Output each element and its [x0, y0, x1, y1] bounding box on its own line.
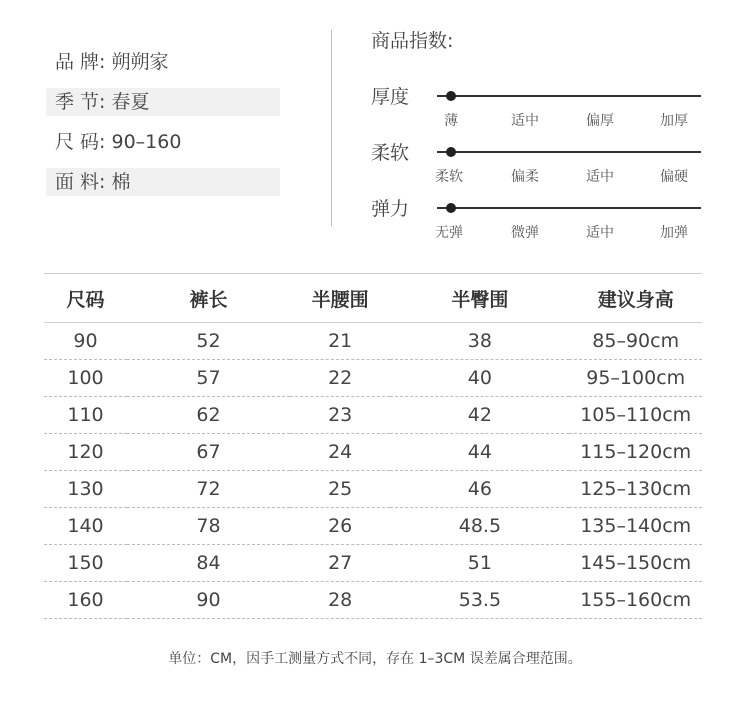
- scale-label: 厚度: [371, 86, 410, 108]
- cell-half-waist: 24: [290, 434, 390, 471]
- size-table: [44, 273, 702, 619]
- cell-size: 90: [44, 323, 127, 360]
- table-row: [44, 360, 702, 397]
- cell-suggested-height: 95–100cm: [569, 360, 702, 397]
- table-row: [44, 471, 702, 508]
- cell-suggested-height: 105–110cm: [569, 397, 702, 434]
- scale-option: 适中: [511, 113, 539, 129]
- table-row: [44, 434, 702, 471]
- header-size: 尺码: [44, 274, 127, 323]
- cell-pants-length: 57: [127, 360, 290, 397]
- info-label: 品 牌:: [55, 51, 106, 73]
- cell-suggested-height: 85–90cm: [569, 323, 702, 360]
- table-row: [44, 323, 702, 360]
- info-row-brand: [46, 48, 280, 76]
- measurement-footnote: 单位：CM，因手工测量方式不同，存在 1–3CM 误差属合理范围。: [168, 651, 582, 667]
- cell-pants-length: 78: [127, 508, 290, 545]
- info-label: 面 料:: [55, 171, 106, 193]
- cell-size: 150: [44, 545, 127, 582]
- cell-size: 110: [44, 397, 127, 434]
- scale-track: [437, 95, 701, 97]
- cell-pants-length: 84: [127, 545, 290, 582]
- table-header-row: [44, 274, 702, 323]
- info-label: 季 节:: [55, 91, 106, 113]
- info-value: 朔朔家: [111, 51, 169, 73]
- scale-indicator: [446, 147, 456, 157]
- cell-half-hip: 38: [390, 323, 569, 360]
- scale-elasticity: [371, 194, 706, 244]
- cell-half-hip: 40: [390, 360, 569, 397]
- cell-half-waist: 22: [290, 360, 390, 397]
- cell-size: 100: [44, 360, 127, 397]
- table-row: [44, 508, 702, 545]
- scale-indicator: [446, 91, 456, 101]
- cell-pants-length: 52: [127, 323, 290, 360]
- cell-half-waist: 27: [290, 545, 390, 582]
- scale-option: 偏硬: [660, 169, 688, 185]
- cell-suggested-height: 155–160cm: [569, 582, 702, 619]
- scale-softness: [371, 138, 706, 188]
- cell-half-hip: 53.5: [390, 582, 569, 619]
- cell-suggested-height: 115–120cm: [569, 434, 702, 471]
- scale-option: 柔软: [435, 169, 463, 185]
- cell-half-waist: 23: [290, 397, 390, 434]
- scale-track: [437, 151, 701, 153]
- scale-label: 弹力: [371, 198, 410, 220]
- table-row: [44, 582, 702, 619]
- cell-size: 130: [44, 471, 127, 508]
- scale-label: 柔软: [371, 142, 410, 164]
- header-pants-length: 裤长: [127, 274, 290, 323]
- index-title: 商品指数:: [371, 30, 454, 52]
- scale-option: 偏厚: [586, 113, 614, 129]
- header-half-hip: 半臀围: [390, 274, 569, 323]
- cell-suggested-height: 145–150cm: [569, 545, 702, 582]
- cell-pants-length: 90: [127, 582, 290, 619]
- cell-suggested-height: 125–130cm: [569, 471, 702, 508]
- info-row-size: [46, 128, 280, 156]
- cell-suggested-height: 135–140cm: [569, 508, 702, 545]
- cell-size: 120: [44, 434, 127, 471]
- cell-half-waist: 28: [290, 582, 390, 619]
- table-row: [44, 545, 702, 582]
- info-value: 90–160: [111, 131, 182, 153]
- cell-pants-length: 67: [127, 434, 290, 471]
- scale-indicator: [446, 203, 456, 213]
- scale-option: 偏柔: [511, 169, 539, 185]
- scale-option: 微弹: [511, 225, 539, 241]
- cell-half-hip: 48.5: [390, 508, 569, 545]
- section-divider: [331, 30, 332, 226]
- scale-option: 加弹: [660, 225, 688, 241]
- cell-half-hip: 42: [390, 397, 569, 434]
- scale-option: 适中: [586, 225, 614, 241]
- scale-option: 适中: [586, 169, 614, 185]
- cell-size: 140: [44, 508, 127, 545]
- cell-half-hip: 46: [390, 471, 569, 508]
- header-half-waist: 半腰围: [290, 274, 390, 323]
- cell-half-waist: 21: [290, 323, 390, 360]
- info-value: 春夏: [111, 91, 150, 113]
- cell-half-waist: 26: [290, 508, 390, 545]
- info-row-season: [46, 88, 280, 116]
- scale-option: 加厚: [660, 113, 688, 129]
- info-value: 棉: [111, 171, 131, 193]
- cell-pants-length: 72: [127, 471, 290, 508]
- scale-track: [437, 207, 701, 209]
- cell-half-hip: 51: [390, 545, 569, 582]
- cell-half-hip: 44: [390, 434, 569, 471]
- table-row: [44, 397, 702, 434]
- info-row-fabric: [46, 168, 280, 196]
- product-info: [46, 48, 280, 208]
- scale-option: 薄: [444, 113, 458, 129]
- header-suggested-height: 建议身高: [569, 274, 702, 323]
- info-label: 尺 码:: [55, 131, 106, 153]
- scale-option: 无弹: [435, 225, 463, 241]
- cell-half-waist: 25: [290, 471, 390, 508]
- scale-thickness: [371, 82, 706, 132]
- cell-pants-length: 62: [127, 397, 290, 434]
- cell-size: 160: [44, 582, 127, 619]
